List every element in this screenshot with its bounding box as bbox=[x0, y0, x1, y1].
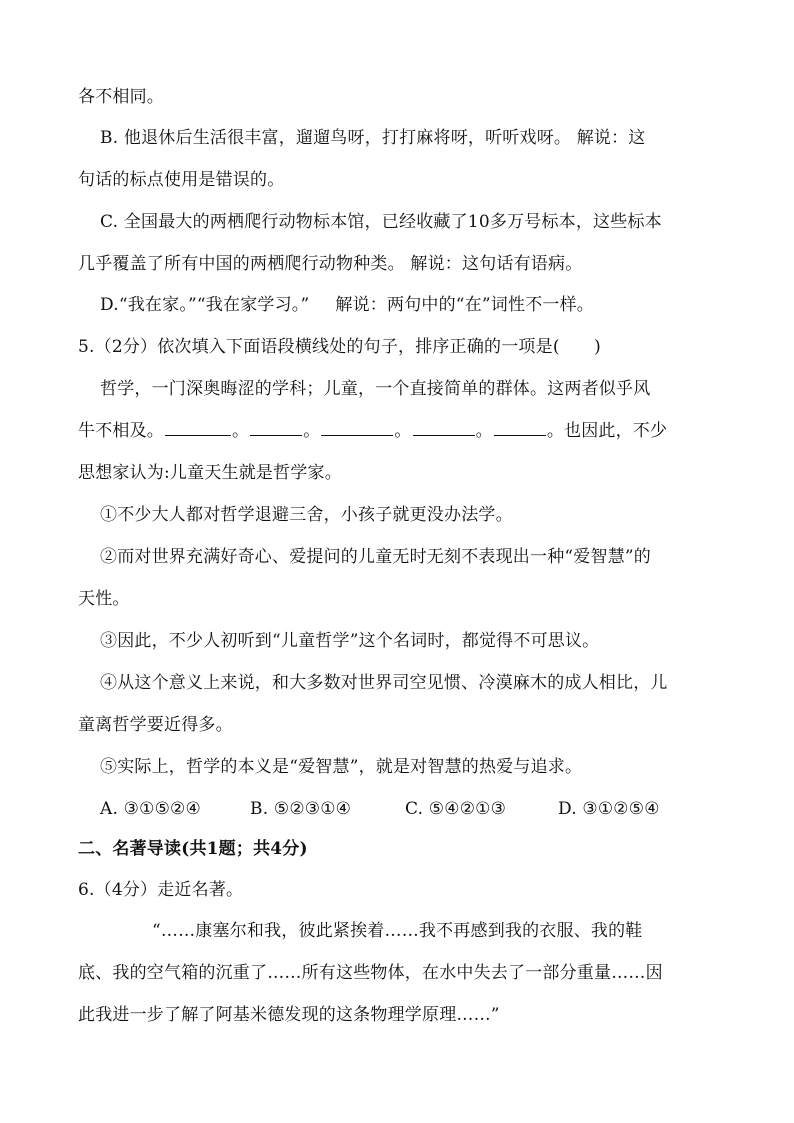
section-heading: 二、名著导读(共1题；共4分) bbox=[78, 839, 308, 859]
choice-a[interactable]: A. ③①⑤②④ bbox=[100, 799, 201, 819]
option-a-tail: 各不相同。 bbox=[78, 87, 164, 107]
answer-blank-5[interactable] bbox=[494, 419, 546, 436]
sentence-5: ⑤实际上，哲学的本义是“爱智慧”，就是对智慧的热爱与追求。 bbox=[100, 757, 583, 777]
option-c-line1: C. 全国最大的两栖爬行动物标本馆，已经收藏了10多万号标本，这些标本 bbox=[100, 212, 662, 232]
choice-b[interactable]: B. ⑤②③①④ bbox=[250, 799, 352, 819]
option-d bbox=[100, 293, 594, 317]
choice-c[interactable]: C. ⑤④②①③ bbox=[405, 799, 507, 819]
option-b-line2: 句话的标点使用是错误的。 bbox=[78, 170, 285, 190]
option-d-sentences: D.“我在家。”“我在家学习。” bbox=[100, 295, 310, 315]
option-d-explanation: 解说：两句中的“在”词性不一样。 bbox=[335, 295, 594, 315]
question-5-stem: 5.（2分）依次填入下面语段横线处的句子，排序正确的一项是( ) bbox=[78, 337, 601, 357]
passage-line-1: 哲学，一门深奥晦涩的学科；儿童，一个直接简单的群体。这两者似乎风 bbox=[100, 379, 651, 399]
answer-blank-2[interactable] bbox=[250, 419, 302, 436]
option-c-line2: 几乎覆盖了所有中国的两栖爬行动物种类。 解说：这句话有语病。 bbox=[78, 254, 583, 274]
quote-line-2: 底、我的空气箱的沉重了……所有这些物体，在水中失去了一部分重量……因 bbox=[78, 963, 663, 983]
sentence-2-line2: 天性。 bbox=[78, 589, 130, 609]
sentence-3: ③因此，不少人初听到“儿童哲学”这个名词时，都觉得不可思议。 bbox=[100, 631, 600, 651]
sentence-4-line2: 童离哲学要近得多。 bbox=[78, 715, 233, 735]
passage-line-2 bbox=[78, 419, 667, 443]
passage-line-2-start: 牛不相及。 bbox=[78, 421, 164, 441]
passage-line-3: 思想家认为:儿童天生就是哲学家。 bbox=[78, 463, 342, 483]
answer-blank-3[interactable] bbox=[321, 419, 393, 436]
blank-separator: 。 bbox=[232, 421, 250, 441]
blank-separator: 。 bbox=[303, 421, 321, 441]
choice-d[interactable]: D. ③①②⑤④ bbox=[558, 799, 660, 819]
blank-separator: 。 bbox=[475, 421, 493, 441]
quote-line-3: 此我进一步了解了阿基米德发现的这条物理学原理……” bbox=[78, 1005, 500, 1025]
answer-blank-1[interactable] bbox=[165, 419, 231, 436]
answer-blank-4[interactable] bbox=[413, 419, 475, 436]
blank-separator: 。 bbox=[394, 421, 412, 441]
sentence-2-line1: ②而对世界充满好奇心、爱提问的儿童无时无刻不表现出一种“爱智慧”的 bbox=[100, 547, 651, 567]
passage-line-2-end: 。也因此，不少 bbox=[546, 421, 668, 441]
sentence-1: ①不少大人都对哲学退避三舍，小孩子就更没办法学。 bbox=[100, 505, 513, 525]
quote-line-1: “……康塞尔和我，彼此紧挨着……我不再感到我的衣服、我的鞋 bbox=[152, 921, 643, 941]
question-6-stem: 6.（4分）走近名著。 bbox=[78, 880, 244, 900]
option-b-line1: B. 他退休后生活很丰富，遛遛鸟呀，打打麻将呀，听听戏呀。 解说：这 bbox=[100, 128, 646, 148]
sentence-4-line1: ④从这个意义上来说，和大多数对世界司空见惯、冷漠麻木的成人相比，儿 bbox=[100, 673, 668, 693]
